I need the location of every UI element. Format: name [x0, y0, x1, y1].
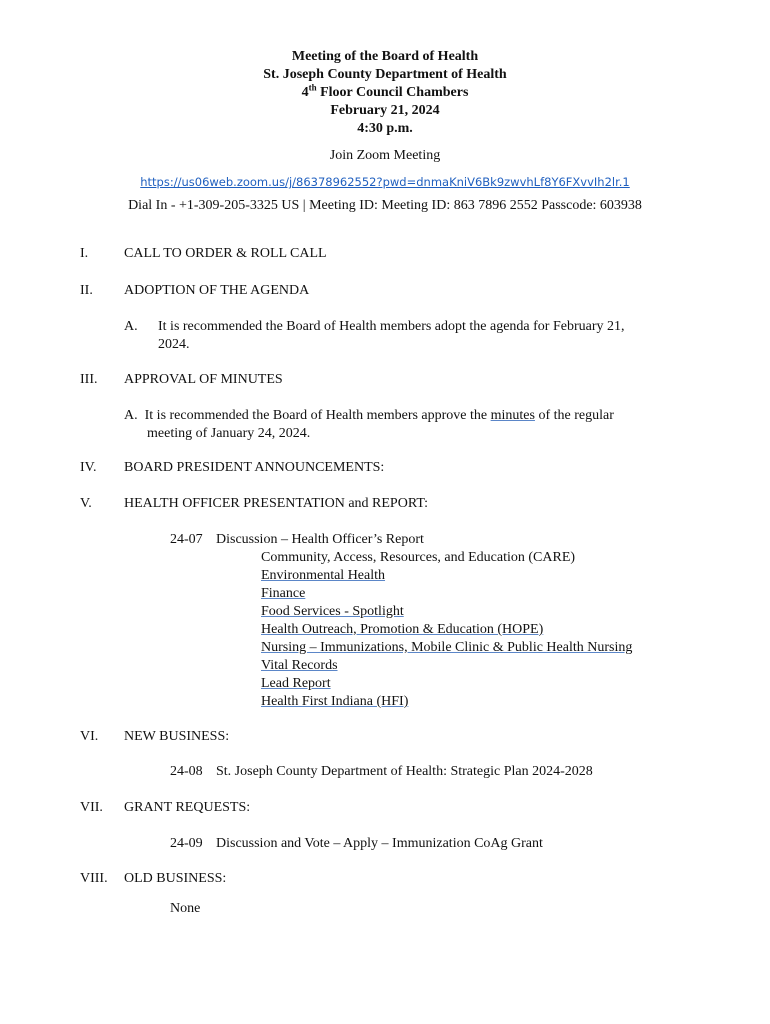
meeting-time: 4:30 p.m.: [357, 121, 413, 136]
meeting-date: February 21, 2024: [330, 103, 440, 118]
report-nursing-link[interactable]: Nursing – Immunizations, Mobile Clinic & Public Health Nursing: [261, 640, 633, 655]
report-food-services-link[interactable]: Food Services - Spotlight: [261, 604, 404, 619]
zoom-meeting-link[interactable]: https://us06web.zoom.us/j/86378962552?pwd=dnmaKniV6Bk9zwvhLf8Y6FXvvIh2lr.1: [140, 175, 630, 189]
minutes-link[interactable]: minutes: [490, 408, 535, 423]
department-name: St. Joseph County Department of Health: [263, 67, 507, 82]
minutes-item-a: A. It is recommended the Board of Health members approve the minutes of the regular meeting of January 24, 2024.: [124, 408, 614, 441]
report-lead-link[interactable]: Lead Report: [261, 676, 331, 691]
meeting-location: 4th Floor Council Chambers: [301, 82, 469, 100]
agenda-page: Meeting of the Board of Health St. Joseph County Department of Health 4th Floor Council Chambers February 21, 2024 4:30 p.m. Join Zoom Meeting https://us06web.zoom.us/j/86378962552?pwd=dnmaKniV6Bk9zwvhLf8Y6FXvvIh2lr.1 Dial In - +1-309-205-3325 US | Meeting ID: Meeting ID: 863 7896 2552 Passcode: 603938 I. CALL TO ORDER & ROLL CALL II. ADOPTION OF THE AGENDA A. It is recommended the Board of Health members adopt the agenda for February 21, 2024. III. APPROVAL OF MINUTES A. It is recommended the Board of Health members approve the minutes of the regular meeting of January 24, 2024. IV. BOARD PRESIDENT ANNOUNCEMENTS: V. HEALTH OFFICER PRESENTATION and REPORT: 24-07 Discussion – Health Officer’s Report Community, Access, Resources, and Education (CARE) Environmental Health Finance Food Services - Spotlight Health Outreach, Promotion & Education (HOPE) Nursing – Immunizations, Mobile Clinic & Public Health Nursing Vital Records Lead Report Health First Indiana (HFI) VI. NEW BUSINESS: 24-08 St. Joseph County Department of Health: Strategic Plan 2024-2028 VII. GRANT REQUESTS: 24-09 Discussion and Vote – Apply – Immunization CoAg Grant VIII. OLD BUSINESS: None: [0, 0, 770, 1024]
dial-in-info: Dial In - +1-309-205-3325 US | Meeting ID: Meeting ID: 863 7896 2552 Passcode: 603938: [128, 198, 642, 213]
zoom-link-row: [0, 175, 770, 189]
report-vital-records-link[interactable]: Vital Records: [261, 658, 338, 673]
item-24-08: 24-08 St. Joseph County Department of Health: Strategic Plan 2024-2028: [170, 764, 593, 779]
agenda-item-a-text: It is recommended the Board of Health members adopt the agenda for February 21, 2024.: [158, 319, 625, 352]
meeting-header: [0, 48, 770, 138]
meeting-title: Meeting of the Board of Health: [291, 49, 479, 64]
item-24-09: 24-09 Discussion and Vote – Apply – Immunization CoAg Grant: [170, 836, 543, 851]
report-finance-link[interactable]: Finance: [261, 586, 306, 601]
item-24-07: 24-07 Discussion – Health Officer’s Report: [170, 532, 424, 547]
report-list: [261, 549, 632, 711]
report-hfi-link[interactable]: Health First Indiana (HFI): [261, 694, 409, 709]
agenda-item-a-label: A.: [124, 319, 138, 334]
report-hope-link[interactable]: Health Outreach, Promotion & Education (HOPE): [261, 622, 544, 637]
join-zoom-label: Join Zoom Meeting: [329, 148, 441, 163]
old-business-none: None: [170, 901, 201, 916]
report-environmental-health-link[interactable]: Environmental Health: [261, 568, 386, 583]
report-care: Community, Access, Resources, and Education (CARE): [261, 550, 576, 565]
